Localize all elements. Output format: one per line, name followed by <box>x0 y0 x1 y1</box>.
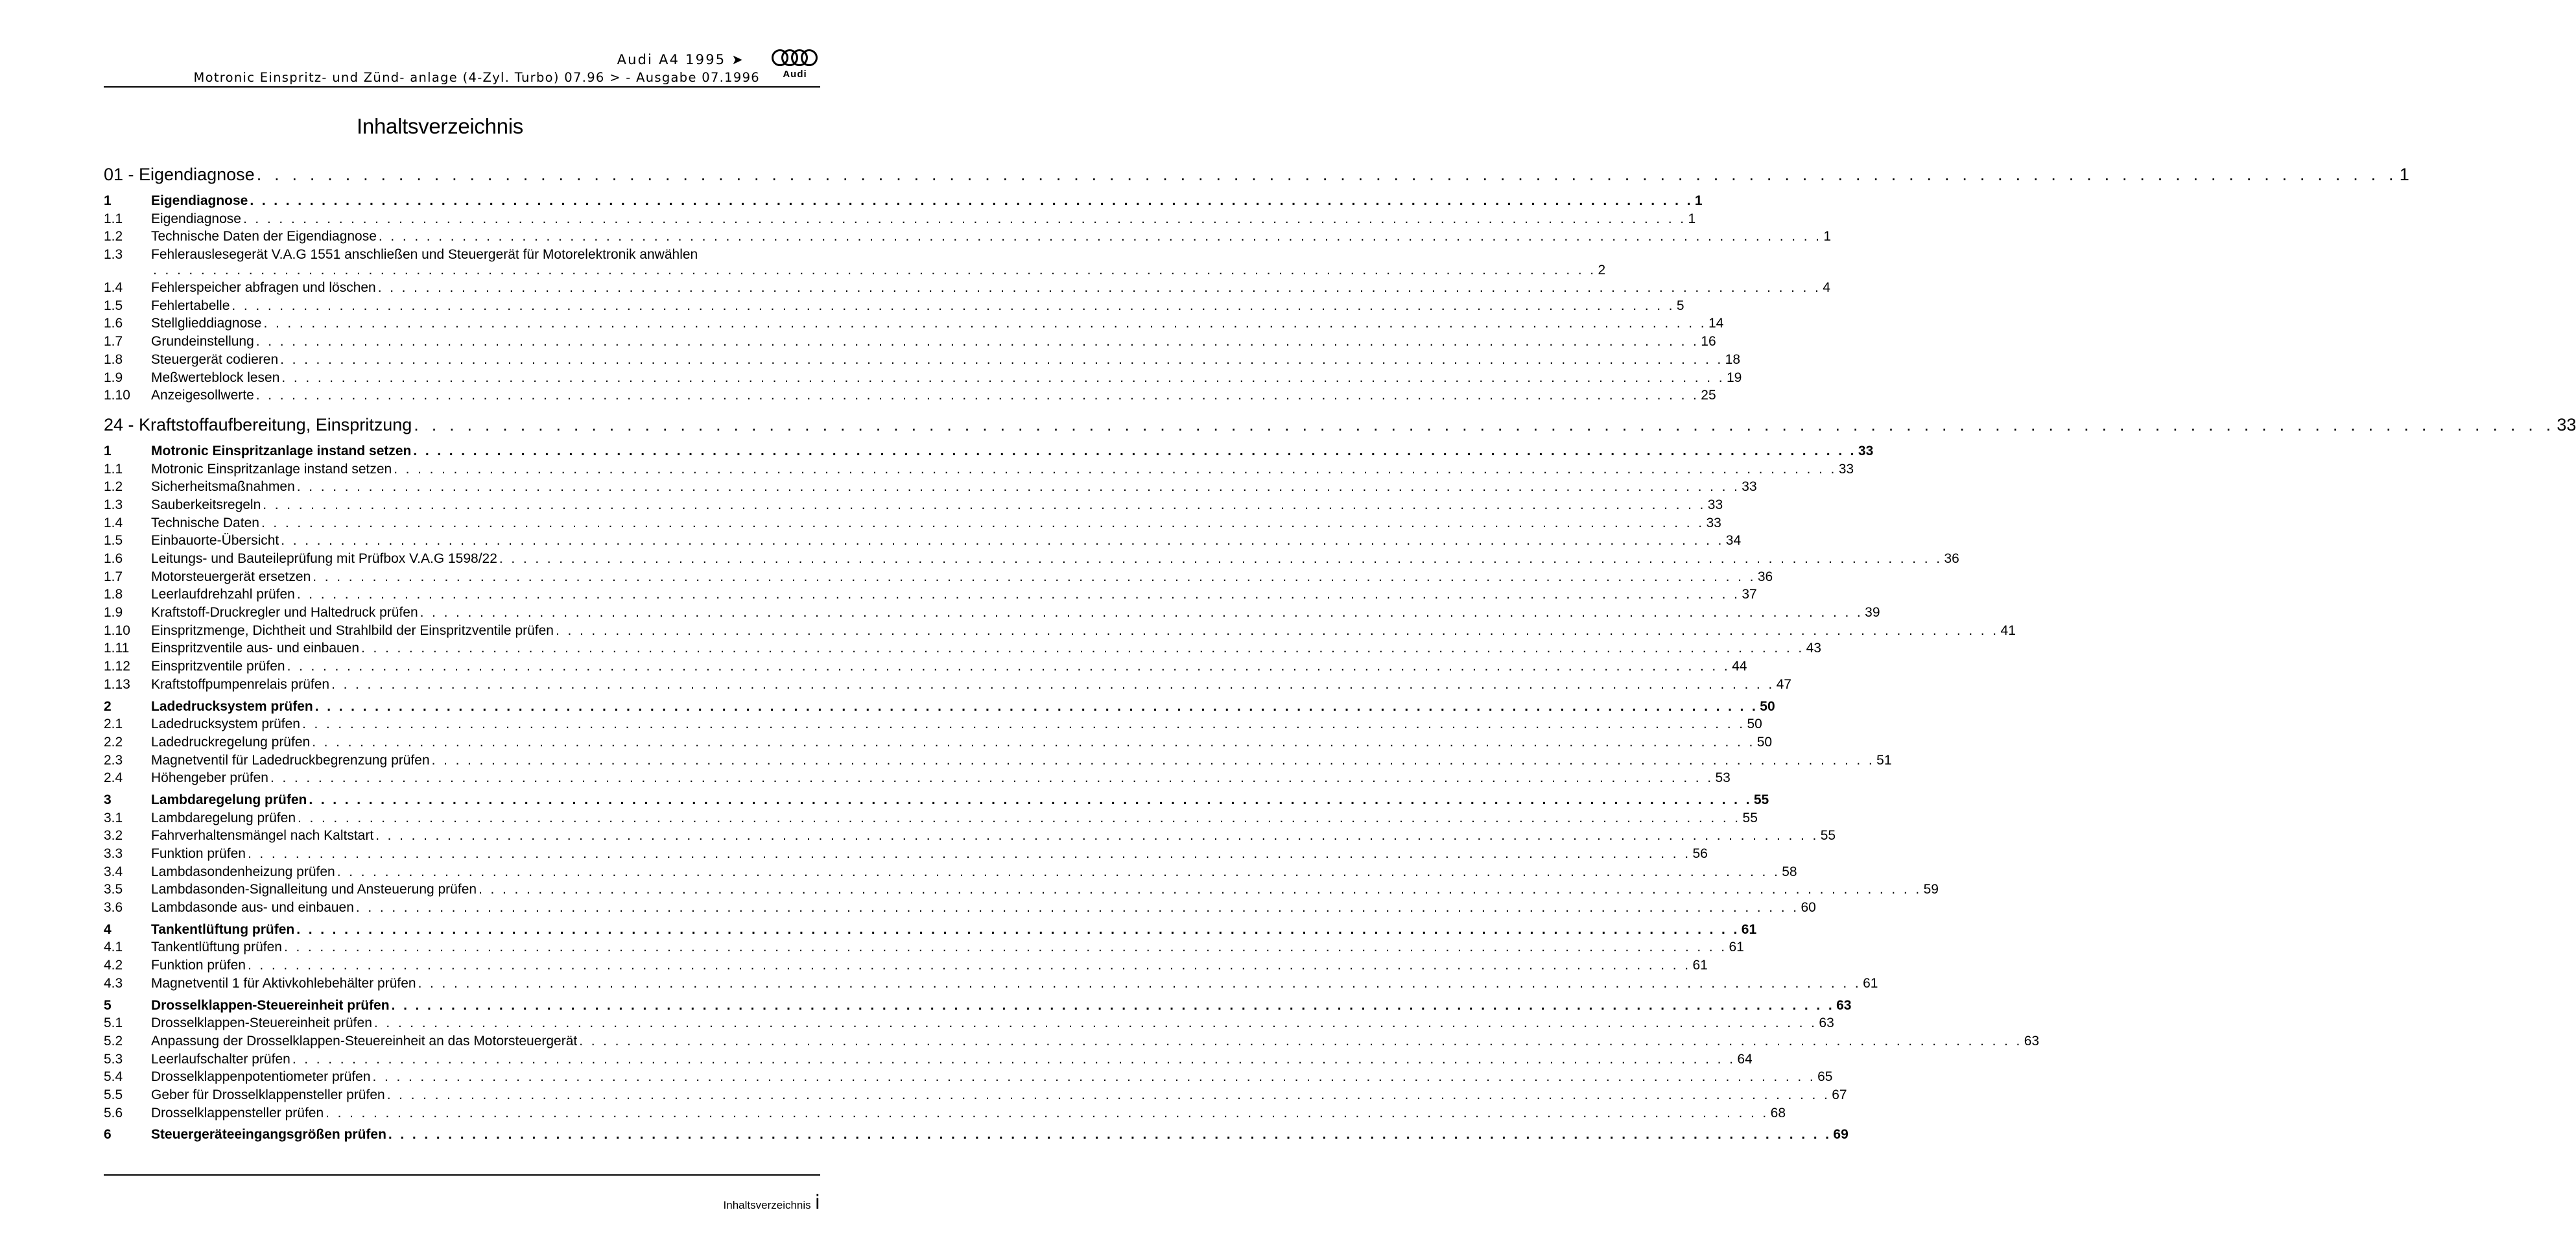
dot-leader <box>312 735 1755 750</box>
entry-title: Lambdasonden-Signalleitung und Ansteuerung prüfen <box>151 882 477 897</box>
dot-leader <box>432 753 1875 768</box>
dot-leader <box>392 998 1835 1014</box>
entry-number: 2.3 <box>104 752 123 768</box>
entry-title: Meßwerteblock lesen <box>151 370 280 385</box>
entry-title: Ladedruckregelung prüfen <box>151 734 311 750</box>
dot-leader <box>387 1087 1830 1103</box>
entry-page-number: 41 <box>2000 622 2016 638</box>
entry-number: 1 <box>104 193 112 208</box>
entry-page-number: 33 <box>1707 497 1723 512</box>
entry-title: Technische Daten <box>151 515 259 530</box>
toc-section-entry[interactable] <box>104 443 1874 462</box>
entry-page-number: 50 <box>1747 717 1762 732</box>
entry-page-number: 33 <box>1742 479 1757 495</box>
entry-page-number: 34 <box>1725 533 1742 549</box>
entry-title: Motorsteuergerät ersetzen <box>151 569 311 584</box>
dot-leader <box>231 298 1675 314</box>
toc-entry[interactable] <box>104 316 1724 334</box>
entry-page-number: 16 <box>1701 334 1716 350</box>
entry-title: Einbauorte-Übersicht <box>151 533 279 549</box>
entry-number: 1.2 <box>104 479 123 495</box>
entry-title: Lambdasonde aus- und einbauen <box>151 900 354 916</box>
entry-number: 1.6 <box>104 316 123 331</box>
chapter-page-number: 1 <box>2399 165 2409 184</box>
chapter-title: 24 - Kraftstoffaufbereitung, Einspritzung <box>104 414 412 434</box>
dot-leader <box>374 1015 1817 1031</box>
entry-page-number: 63 <box>1819 1015 1834 1031</box>
entry-page-number: 33 <box>1706 515 1721 530</box>
entry-page-number: 61 <box>1729 940 1744 955</box>
entry-page-number: 43 <box>1806 641 1821 656</box>
entry-page-number: 69 <box>1833 1127 1849 1143</box>
entry-title: Höhengeber prüfen <box>151 770 268 786</box>
entry-page-number: 59 <box>1923 882 1939 897</box>
audi-logo <box>771 47 819 83</box>
toc-chapter-heading[interactable] <box>104 414 2576 444</box>
toc-entry[interactable] <box>104 752 1892 771</box>
entry-wrap <box>151 247 1605 278</box>
dot-leader <box>499 551 1943 567</box>
toc-entry[interactable] <box>104 479 1757 497</box>
toc-entry[interactable] <box>104 211 1696 230</box>
toc-section-entry[interactable] <box>104 921 1757 940</box>
toc-entry[interactable] <box>104 810 1758 829</box>
toc-entry[interactable] <box>104 388 1716 406</box>
entry-title: Eigendiagnose <box>151 211 241 226</box>
entry-number: 1.9 <box>104 605 123 621</box>
entry-title: Kraftstoffpumpenrelais prüfen <box>151 676 330 692</box>
entry-number: 1.10 <box>104 622 130 638</box>
entry-page-number: 1 <box>1823 229 1832 244</box>
page-header <box>104 47 820 87</box>
dot-leader <box>243 211 1686 227</box>
entry-title: Steuergerät codieren <box>151 351 279 367</box>
entry-number: 1.4 <box>104 515 123 530</box>
entry-page-number: 1 <box>1694 193 1703 208</box>
entry-number: 1.5 <box>104 533 123 549</box>
toc-entry[interactable] <box>104 587 1757 605</box>
entry-number: 1.13 <box>104 676 130 692</box>
entry-page-number: 67 <box>1832 1087 1847 1102</box>
toc-entry[interactable] <box>104 846 1708 864</box>
dot-leader <box>298 811 1741 826</box>
toc-section-entry[interactable] <box>104 698 1775 717</box>
entry-title: Drosselklappen-Steuereinheit prüfen <box>151 1015 372 1031</box>
toc-entry[interactable] <box>104 958 1708 976</box>
entry-page-number: 33 <box>1838 461 1854 477</box>
toc-entry[interactable] <box>104 280 1830 298</box>
toc-section-entry[interactable] <box>104 792 1769 811</box>
dot-leader <box>356 900 1799 916</box>
entry-page-number: 36 <box>1944 551 1959 566</box>
entry-number: 6 <box>104 1127 112 1143</box>
entry-title: Funktion prüfen <box>151 958 246 973</box>
entry-number: 2.4 <box>104 770 123 786</box>
entry-title: Drosselklappenpotentiometer prüfen <box>151 1069 371 1085</box>
entry-page-number: 4 <box>1823 280 1830 296</box>
toc-entry[interactable] <box>104 569 1773 587</box>
toc-entry[interactable] <box>104 1087 1847 1106</box>
dot-leader <box>256 388 1699 403</box>
dot-leader <box>302 717 1745 732</box>
header-rule <box>104 86 820 88</box>
toc-entry[interactable] <box>104 1051 1753 1070</box>
dot-leader <box>296 922 1740 938</box>
entry-title: Fahrverhaltensmängel nach Kaltstart <box>151 828 374 844</box>
entry-page-number: 55 <box>1820 828 1836 844</box>
entry-page-number: 61 <box>1692 958 1708 973</box>
entry-title: Tankentlüftung prüfen <box>151 921 295 937</box>
toc-entry[interactable] <box>104 975 1878 994</box>
dot-leader <box>315 699 1758 715</box>
dot-leader <box>394 462 1837 477</box>
dot-leader <box>261 516 1705 531</box>
dot-leader <box>280 352 1723 368</box>
toc-section-entry[interactable] <box>104 193 1703 211</box>
entry-title: Fehlertabelle <box>151 298 230 313</box>
entry-number: 5 <box>104 997 112 1013</box>
entry-title: Steuergeräteeingangsgrößen prüfen <box>151 1127 386 1143</box>
toc-entry[interactable] <box>104 1015 1834 1034</box>
toc-entry[interactable] <box>104 351 1741 370</box>
entry-number: 3.5 <box>104 882 123 897</box>
toc-entry[interactable] <box>104 641 1821 659</box>
toc-entry[interactable] <box>104 497 1723 516</box>
entry-page-number: 61 <box>1863 975 1878 991</box>
toc-entry[interactable] <box>104 1033 2040 1052</box>
dot-leader <box>263 497 1706 513</box>
entry-page-number: 33 <box>1858 443 1874 458</box>
entry-title: Lambdaregelung prüfen <box>151 810 296 825</box>
toc-entry[interactable] <box>104 247 1606 280</box>
document-subtitle: Motronic Einspritz- und Zünd- anlage (4-Zyl. Turbo) 07.96 > - Ausgabe 07.1996 <box>193 70 760 85</box>
entry-page-number: 50 <box>1760 698 1775 714</box>
entry-number: 2.1 <box>104 717 123 732</box>
toc-entry[interactable] <box>104 370 1742 388</box>
entry-page-number: 19 <box>1726 370 1742 385</box>
toc-chapter-heading[interactable] <box>104 165 2409 193</box>
toc-entry[interactable] <box>104 734 1773 753</box>
toc-entry[interactable] <box>104 229 1832 247</box>
dot-leader <box>373 1069 1816 1085</box>
entry-title: Kraftstoff-Druckregler und Haltedruck prüfen <box>151 605 418 621</box>
page-footer <box>724 1191 820 1214</box>
entry-title: Einspritzventile prüfen <box>151 659 285 674</box>
entry-title: Funktion prüfen <box>151 846 246 861</box>
entry-number: 5.5 <box>104 1087 123 1102</box>
entry-title: Leitungs- und Bauteileprüfung mit Prüfbox V.A.G 1598/22 <box>151 551 497 566</box>
toc-entry[interactable] <box>104 622 2016 641</box>
dot-leader <box>284 940 1727 955</box>
entry-page-number: 1 <box>1688 211 1696 226</box>
entry-page-number: 65 <box>1817 1069 1833 1085</box>
dot-leader <box>257 165 2398 185</box>
entry-title: Fehlerspeicher abfragen und löschen <box>151 280 376 296</box>
entry-title: Anpassung der Drosselklappen-Steuereinheit an das Motorsteuergerät <box>151 1033 578 1049</box>
entry-page-number: 47 <box>1776 676 1791 692</box>
dot-leader <box>297 587 1740 602</box>
entry-number: 5.1 <box>104 1015 123 1031</box>
entry-page-number: 51 <box>1876 752 1892 768</box>
entry-page-number: 2 <box>1598 263 1606 278</box>
footer-rule <box>104 1174 820 1176</box>
entry-number: 2 <box>104 698 112 714</box>
entry-page-number: 61 <box>1741 921 1757 937</box>
toc-entry[interactable] <box>104 1105 1786 1124</box>
entry-number: 2.2 <box>104 734 123 750</box>
toc-entry[interactable] <box>104 334 1716 352</box>
entry-number: 1.3 <box>104 497 123 512</box>
footer-page-number: i <box>814 1191 820 1214</box>
dot-leader <box>413 444 1856 459</box>
toc-entry[interactable] <box>104 770 1731 788</box>
entry-number: 1.7 <box>104 334 123 350</box>
entry-title: Tankentlüftung prüfen <box>151 940 282 955</box>
entry-number: 5.3 <box>104 1051 123 1067</box>
entry-page-number: 44 <box>1732 659 1747 674</box>
dot-leader <box>292 1052 1736 1067</box>
entry-page-number: 56 <box>1692 846 1708 861</box>
dot-leader <box>281 370 1725 386</box>
entry-number: 3.4 <box>104 864 123 879</box>
entry-title: Motronic Einspritzanlage instand setzen <box>151 443 412 458</box>
entry-number: 1.12 <box>104 659 130 674</box>
toc-entry[interactable] <box>104 551 1959 569</box>
entry-title: Grundeinstellung <box>151 334 254 350</box>
dot-leader <box>297 479 1740 495</box>
entry-page-number: 53 <box>1715 770 1731 786</box>
entry-page-number: 25 <box>1701 388 1716 403</box>
entry-page-number: 5 <box>1676 298 1684 313</box>
dot-leader <box>248 958 1691 973</box>
entry-title: Fehlerauslesegerät V.A.G 1551 anschließen und Steuergerät für Motorelektronik anwählen <box>151 247 698 263</box>
entry-title: Magnetventil für Ladedruckbegrenzung prüfen <box>151 752 430 768</box>
dot-leader <box>361 641 1804 656</box>
audi-wordmark: Audi <box>783 69 807 80</box>
entry-title: Ladedrucksystem prüfen <box>151 698 313 714</box>
entry-page-number: 55 <box>1742 810 1758 825</box>
entry-number: 1.10 <box>104 388 130 403</box>
entry-number: 5.6 <box>104 1105 123 1120</box>
entry-title: Anzeigesollwerte <box>151 388 254 403</box>
entry-number: 1.2 <box>104 229 123 244</box>
dot-leader <box>325 1106 1769 1121</box>
dot-leader <box>414 415 2555 435</box>
entry-number: 1.7 <box>104 569 123 584</box>
entry-number: 3 <box>104 792 112 807</box>
entry-number: 1.3 <box>104 247 123 263</box>
entry-title: Sicherheitsmaßnahmen <box>151 479 295 495</box>
dot-leader <box>479 882 1922 897</box>
entry-title: Drosselklappensteller prüfen <box>151 1105 324 1120</box>
toc-entry[interactable] <box>104 605 1880 623</box>
entry-title: Magnetventil 1 für Aktivkohlebehälter prüfen <box>151 975 416 991</box>
entry-page-number: 37 <box>1742 587 1757 602</box>
dot-leader <box>379 229 1822 244</box>
dot-leader <box>153 263 1596 278</box>
entry-number: 3.1 <box>104 810 123 825</box>
table-of-contents <box>104 165 2576 1145</box>
entry-page-number: 55 <box>1753 792 1769 807</box>
entry-number: 1.11 <box>104 641 130 656</box>
entry-title: Leerlaufdrehzahl prüfen <box>151 587 295 602</box>
toc-entry[interactable] <box>104 298 1684 316</box>
entry-number: 1 <box>104 443 112 458</box>
dot-leader <box>256 334 1699 350</box>
dot-leader <box>250 193 1693 209</box>
chapter-title: 01 - Eigendiagnose <box>104 165 255 184</box>
entry-title: Geber für Drosselklappensteller prüfen <box>151 1087 385 1102</box>
entry-line-1 <box>151 247 1605 263</box>
entry-title: Lambdasondenheizung prüfen <box>151 864 335 879</box>
entry-title: Einspritzmenge, Dichtheit und Strahlbild der Einspritzventile prüfen <box>151 622 554 638</box>
entry-page-number: 58 <box>1782 864 1797 879</box>
entry-number: 1.4 <box>104 280 123 296</box>
toc-entry[interactable] <box>104 515 1721 534</box>
entry-number: 4 <box>104 921 112 937</box>
entry-page-number: 50 <box>1756 734 1773 750</box>
dot-leader <box>309 792 1752 808</box>
toc-entry[interactable] <box>104 882 1939 900</box>
toc-entry[interactable] <box>104 676 1791 695</box>
entry-number: 1.9 <box>104 370 123 385</box>
entry-title: Lambdaregelung prüfen <box>151 792 307 807</box>
dot-leader <box>378 280 1821 296</box>
entry-title: Drosselklappen-Steuereinheit prüfen <box>151 997 390 1013</box>
toc-entry[interactable] <box>104 900 1816 918</box>
entry-title: Sauberkeitsregeln <box>151 497 261 512</box>
toc-section-entry[interactable] <box>104 1127 1849 1145</box>
entry-number: 1.5 <box>104 298 123 313</box>
footer-label: Inhaltsverzeichnis <box>723 1199 811 1211</box>
dot-leader <box>388 1127 1832 1143</box>
dot-leader <box>281 533 1724 549</box>
entry-number: 1.8 <box>104 351 123 367</box>
dot-leader <box>375 828 1819 844</box>
dot-leader <box>263 316 1707 331</box>
entry-number: 4.2 <box>104 958 123 973</box>
entry-page-number: 64 <box>1737 1051 1753 1067</box>
chapter-page-number: 33 <box>2557 414 2576 434</box>
entry-title: Leerlaufschalter prüfen <box>151 1051 290 1067</box>
entry-number: 3.2 <box>104 828 123 844</box>
entry-title: Ladedrucksystem prüfen <box>151 717 300 732</box>
toc-entry[interactable] <box>104 864 1797 883</box>
entry-page-number: 63 <box>2024 1033 2040 1049</box>
toc-entry[interactable] <box>104 461 1854 480</box>
toc-entry[interactable] <box>104 659 1747 677</box>
entry-title: Stellglieddiagnose <box>151 316 262 331</box>
entry-title: Technische Daten der Eigendiagnose <box>151 229 377 244</box>
toc-section-entry[interactable] <box>104 997 1852 1016</box>
dot-leader <box>248 846 1691 862</box>
entry-line-2 <box>151 263 1605 278</box>
dot-leader <box>418 976 1861 991</box>
entry-title: Einspritzventile aus- und einbauen <box>151 641 360 656</box>
dot-leader <box>270 770 1714 786</box>
vehicle-model: Audi A4 1995 ➤ <box>617 52 744 67</box>
entry-number: 3.3 <box>104 846 123 861</box>
entry-page-number: 14 <box>1708 316 1724 331</box>
entry-title: Eigendiagnose <box>151 193 248 208</box>
toc-entry[interactable] <box>104 717 1762 735</box>
entry-page-number: 18 <box>1725 351 1741 367</box>
dot-leader <box>420 605 1863 621</box>
entry-number: 1.8 <box>104 587 123 602</box>
entry-number: 1.1 <box>104 211 123 226</box>
toc-entry[interactable] <box>104 1069 1833 1087</box>
entry-number: 5.4 <box>104 1069 123 1085</box>
dot-leader <box>556 623 1999 639</box>
entry-page-number: 39 <box>1865 605 1880 621</box>
dot-leader <box>313 569 1756 585</box>
toc-entry[interactable] <box>104 828 1836 846</box>
entry-number: 1.6 <box>104 551 123 566</box>
dot-leader <box>331 677 1775 693</box>
dot-leader <box>337 864 1780 880</box>
entry-title: Motronic Einspritzanlage instand setzen <box>151 461 392 477</box>
entry-number: 5.2 <box>104 1033 123 1049</box>
dot-leader <box>579 1034 2022 1049</box>
entry-page-number: 36 <box>1757 569 1773 584</box>
entry-number: 4.3 <box>104 975 123 991</box>
toc-entry[interactable] <box>104 940 1744 958</box>
toc-entry[interactable] <box>104 533 1742 551</box>
page-title: Inhaltsverzeichnis <box>357 114 523 138</box>
entry-number: 4.1 <box>104 940 123 955</box>
entry-number: 3.6 <box>104 900 123 916</box>
entry-page-number: 60 <box>1801 900 1816 916</box>
entry-number: 1.1 <box>104 461 123 477</box>
dot-leader <box>287 659 1731 674</box>
entry-page-number: 63 <box>1836 997 1852 1013</box>
entry-page-number: 68 <box>1770 1105 1786 1120</box>
